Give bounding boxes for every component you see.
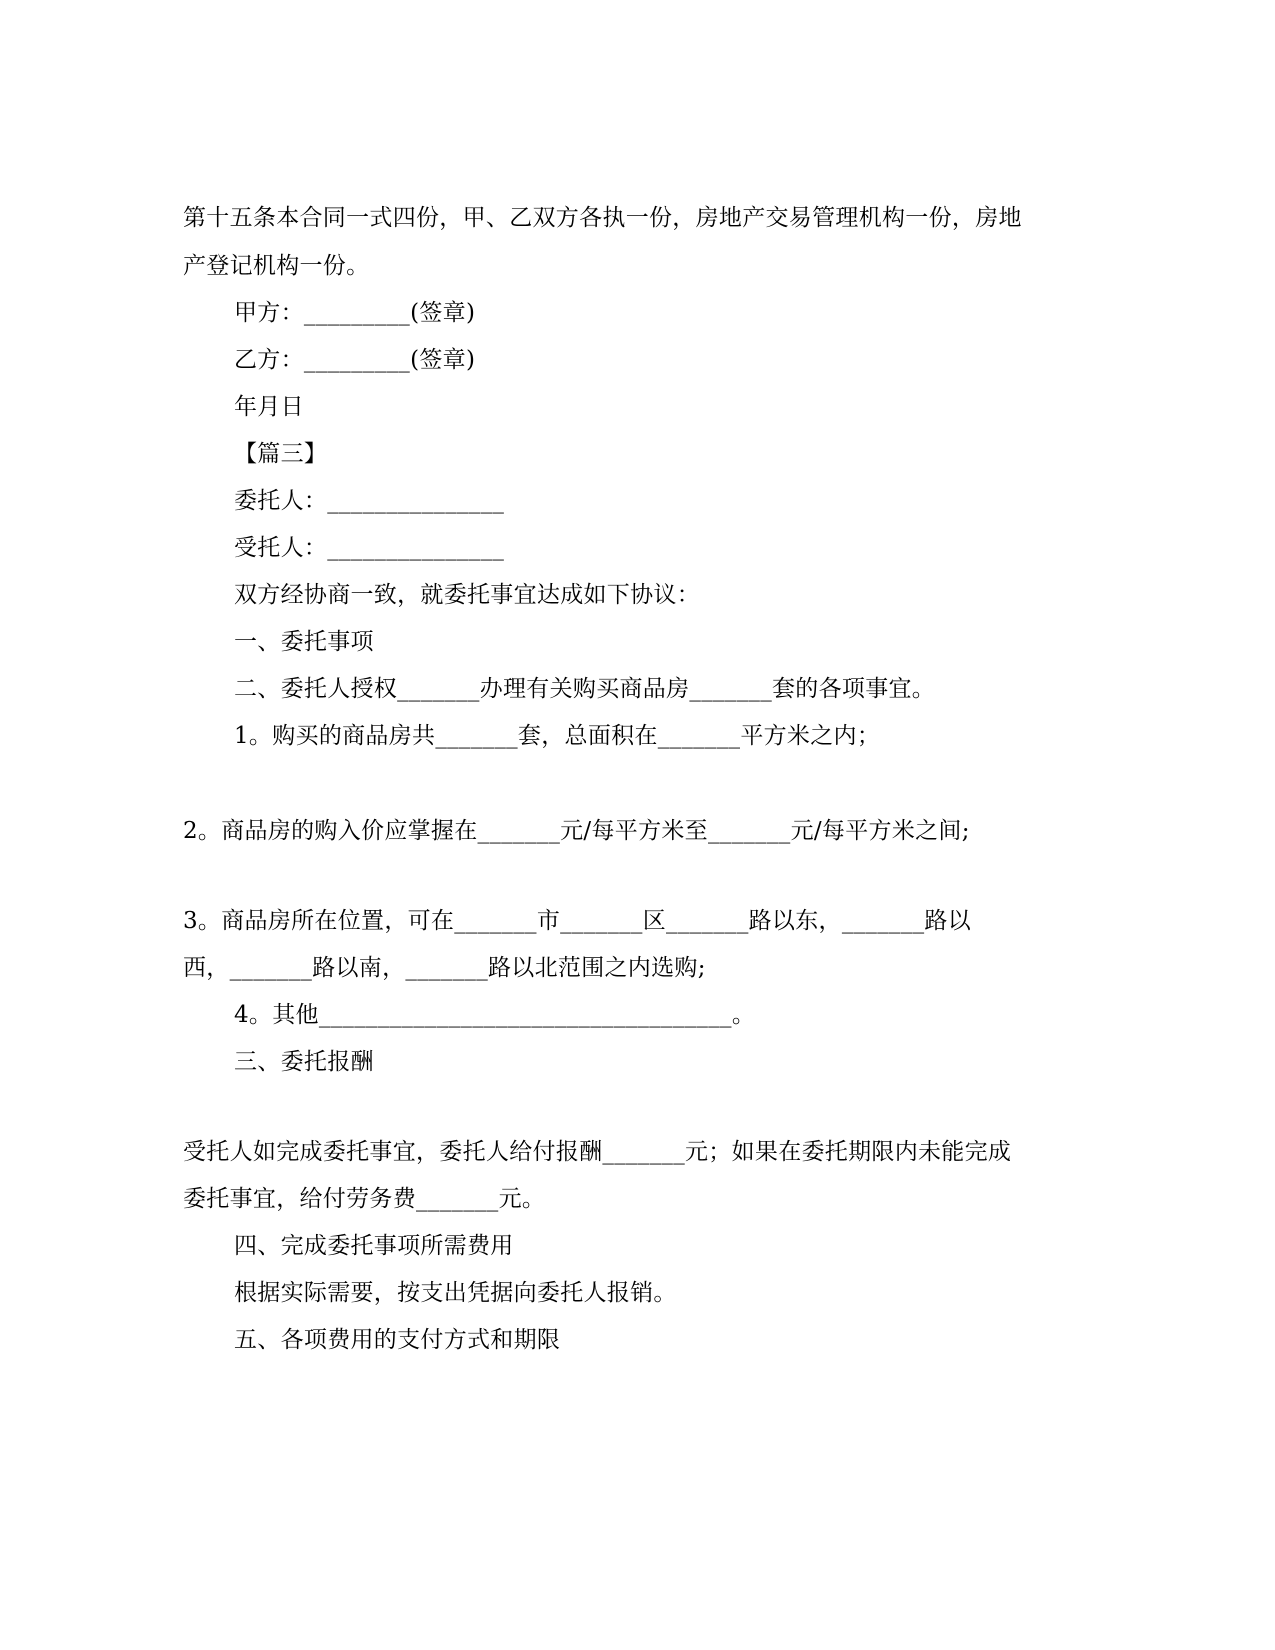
clause-15-line-2: 产登记机构一份。 <box>183 253 370 279</box>
subitem-3-line-2: 西，_______路以南，_______路以北范围之内选购; <box>183 955 706 981</box>
subitem-4: 4。其他___________________________________。 <box>234 1002 756 1028</box>
remuneration-line-1: 受托人如完成委托事宜，委托人给付报酬_______元；如果在委托期限内未能完成 <box>183 1139 1012 1165</box>
subitem-1: 1。购买的商品房共_______套，总面积在_______平方米之内； <box>234 723 881 749</box>
agent-line: 受托人：_______________ <box>234 535 505 561</box>
item-4-heading: 四、完成委托事项所需费用 <box>234 1233 514 1259</box>
party-a-signature: 甲方：_________(签章) <box>234 300 476 326</box>
subitem-3-line-1: 3。商品房所在位置，可在_______市_______区_______路以东，_______路以 <box>183 908 972 934</box>
date-line: 年月日 <box>234 394 304 420</box>
expense-text: 根据实际需要，按支出凭据向委托人报销。 <box>234 1280 677 1306</box>
remuneration-line-2: 委托事宜，给付劳务费_______元。 <box>183 1186 546 1212</box>
section-heading: 【篇三】 <box>234 441 328 467</box>
clause-15-line-1: 第十五条本合同一式四份，甲、乙双方各执一份，房地产交易管理机构一份，房地 <box>183 205 1022 231</box>
item-1-heading: 一、委托事项 <box>234 629 374 655</box>
party-b-signature: 乙方：_________(签章) <box>234 347 476 373</box>
item-3-heading: 三、委托报酬 <box>234 1049 374 1075</box>
principal-line: 委托人：_______________ <box>234 488 505 514</box>
item-5-heading: 五、各项费用的支付方式和期限 <box>234 1327 561 1353</box>
agreement-intro: 双方经协商一致，就委托事宜达成如下协议： <box>234 582 700 608</box>
subitem-2: 2。商品房的购入价应掌握在_______元/每平方米至_______元/每平方米之间; <box>183 818 970 844</box>
item-2-text: 二、委托人授权_______办理有关购买商品房_______套的各项事宜。 <box>234 676 936 702</box>
